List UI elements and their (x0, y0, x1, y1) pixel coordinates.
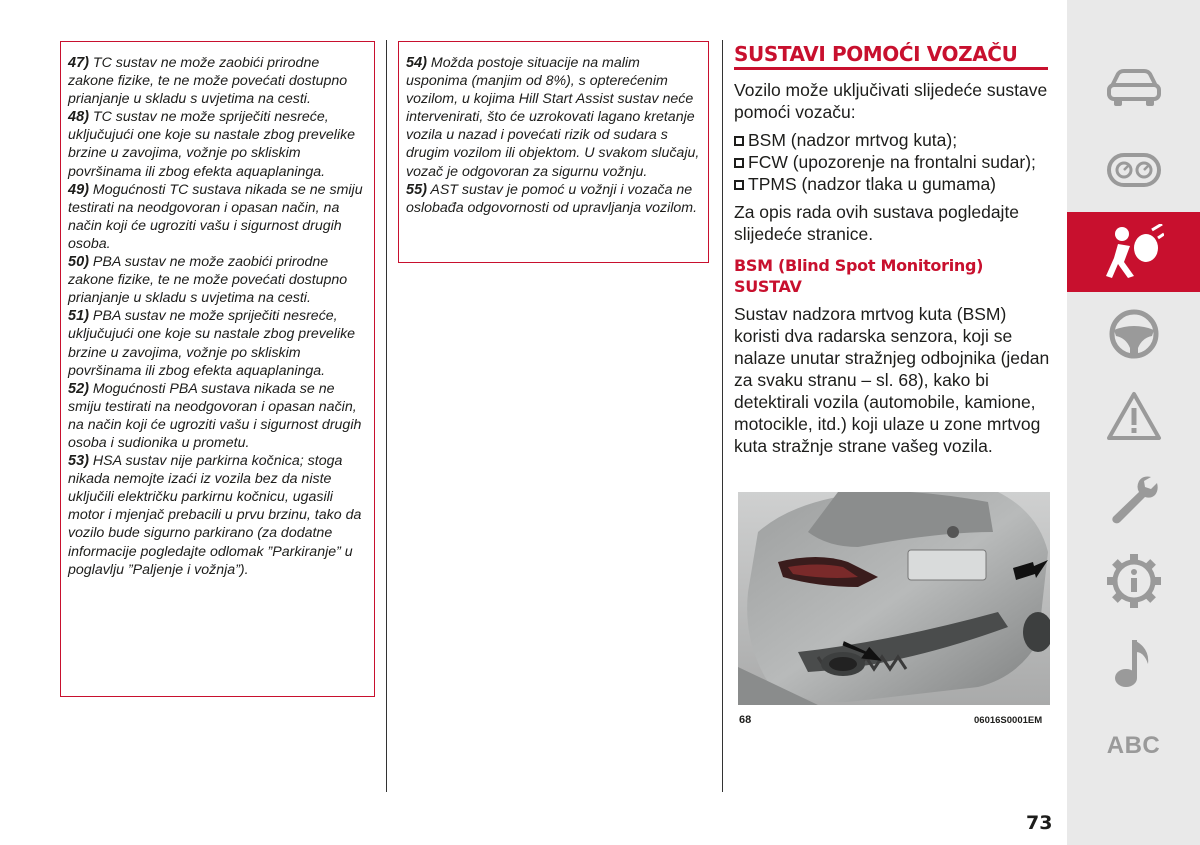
sidebar-item-vehicle[interactable] (1067, 48, 1200, 128)
airbag-icon (1104, 224, 1164, 280)
footnote-text: HSA sustav nije parkirna kočnica; stoga nikada nemojte izaći iz vozila bez da niste uključili električku parkirnu kočnicu, ugasili motor i mjenjač prebacili u prvu brzinu, tako da vozilo bude sigurno parkirano (za dodatne informacije pogledajte odlomak ”Parkiranje” u poglavlju ”Paljenje i vožnja”). (68, 453, 362, 578)
footnote-number: 52) (68, 380, 89, 397)
footnote (68, 108, 368, 180)
footnote-number: 47) (68, 55, 89, 71)
column-divider-right (722, 40, 723, 792)
sidebar-item-maintenance[interactable] (1067, 460, 1200, 540)
list-item: TPMS (nadzor tlaka u gumama) (734, 173, 1054, 195)
subsection-heading: BSM (Blind Spot Monitoring) SUSTAV (734, 256, 984, 296)
music-icon (1112, 638, 1156, 690)
checkbox-bullet-icon (734, 180, 744, 190)
footnote (68, 181, 368, 253)
info-gear-icon (1106, 553, 1162, 609)
footnote-text: Mogućnosti TC sustava nikada se ne smiju testirati na neodgovoran i opasan način, na način koji će ugroziti vašu i sigurnost drugih osoba. (68, 181, 363, 252)
car-icon (1106, 68, 1162, 108)
intro-text: Vozilo može uključivati slijedeće sustave pomoći vozaču: (734, 80, 1048, 122)
notes-box-middle (398, 41, 709, 263)
sidebar-item-multimedia[interactable] (1067, 624, 1200, 704)
footnote-text: Možda postoje situacije na malim usponima (manjim od 8%), s opterećenim vozilom, u kojima Hill Start Assist sustav neće intervenirati, što će uzrokovati lagano kretanje vozila u nazad i povećati rizik od sudara s drugim vozilom ili objektom. U svakom slučaju, vozač je odgovoran za sigurnu vožnju. (406, 55, 700, 180)
dashboard-icon (1106, 150, 1162, 190)
page-number: 73 (1026, 812, 1053, 834)
footnote-text: PBA sustav ne može zaobići prirodne zakone fizike, te ne može povećati dostupno prianjanje u skladu s uvjetima na cesti. (68, 254, 348, 307)
checkbox-bullet-icon (734, 158, 744, 168)
sidebar-item-index[interactable] (1067, 706, 1200, 786)
index-label: ABC (1106, 732, 1161, 759)
list-item: BSM (nadzor mrtvog kuta); (734, 129, 1054, 151)
footnote-text: Mogućnosti PBA sustava nikada se ne smiju testirati na neodgovoran i opasan način, na način koji će ugroziti vašu i sigurnost drugih osoba i sudionika u prometu. (68, 380, 362, 451)
license-plate (908, 550, 986, 580)
brand-badge (947, 526, 959, 538)
footnote (68, 54, 368, 108)
sidebar-item-starting-driving[interactable] (1067, 294, 1200, 374)
footnote-number: 50) (68, 254, 89, 271)
steering-wheel-icon (1108, 308, 1160, 360)
footnote-number: 51) (68, 308, 89, 325)
footnote-number: 55) (406, 181, 427, 198)
figure-rear-bumper (738, 492, 1050, 705)
footnote-number: 53) (68, 453, 89, 470)
figure-code: 06016S0001EM (974, 715, 1043, 726)
sidebar-item-warnings[interactable] (1067, 376, 1200, 456)
footnote (68, 253, 368, 307)
list-item: FCW (upozorenje na frontalni sudar); (734, 151, 1054, 173)
bsm-description: Sustav nadzora mrtvog kuta (BSM) koristi dva radarska senzora, koji se nalaze unutar stražnjeg odbojnika (jedan za svaku stranu – sl. 68), kako bi detektirali vozila (automobile, kamione, motocikle, itd.) koji ulaze u zone mrtvog kuta stražnje strane vašeg vozila. (734, 304, 1050, 456)
footnote-text: PBA sustav ne može spriječiti nesreće, uključujući one koje su nastale zbog prevelike brzine u zavojima, vožnje po skliskim površinama ili zbog efekta aquaplaninga. (68, 308, 356, 379)
figure-number: 68 (739, 714, 752, 726)
footnote-number: 54) (406, 55, 427, 71)
footnote (68, 452, 368, 579)
footnote-text: TC sustav ne može spriječiti nesreće, uključujući one koje su nastale zbog prevelike brzine u zavojima, vožnje po skliskim površinama ili zbog efekta aquaplaninga. (68, 109, 356, 180)
systems-list (734, 129, 1054, 195)
footnote-text: TC sustav ne može zaobići prirodne zakone fizike, te ne može povećati dostupno prianjanje u skladu s uvjetima na cesti. (68, 55, 348, 108)
sidebar-item-safety[interactable] (1067, 212, 1200, 292)
sidebar-item-dashboard[interactable] (1067, 130, 1200, 210)
footnote (68, 307, 368, 379)
column-divider-left (386, 40, 387, 792)
footnote (406, 54, 702, 181)
section-heading: SUSTAVI POMOĆI VOZAČU (734, 42, 1048, 70)
outro-text: Za opis rada ovih sustava pogledajte slijedeće stranice. (734, 202, 1020, 244)
footnote-number: 48) (68, 109, 89, 126)
car-rear-illustration (738, 492, 1050, 705)
notes-box-left (60, 41, 375, 697)
warning-icon (1106, 391, 1162, 441)
footnote (406, 181, 702, 217)
footnote-number: 49) (68, 181, 89, 198)
checkbox-bullet-icon (734, 136, 744, 146)
footnote (68, 380, 368, 452)
footnote-text: AST sustav je pomoć u vožnji i vozača ne oslobađa odgovornosti od upravljanja vozilom. (406, 181, 698, 216)
sidebar-item-technical-data[interactable] (1067, 541, 1200, 621)
wrench-icon (1107, 473, 1161, 527)
section-body (734, 79, 1054, 245)
